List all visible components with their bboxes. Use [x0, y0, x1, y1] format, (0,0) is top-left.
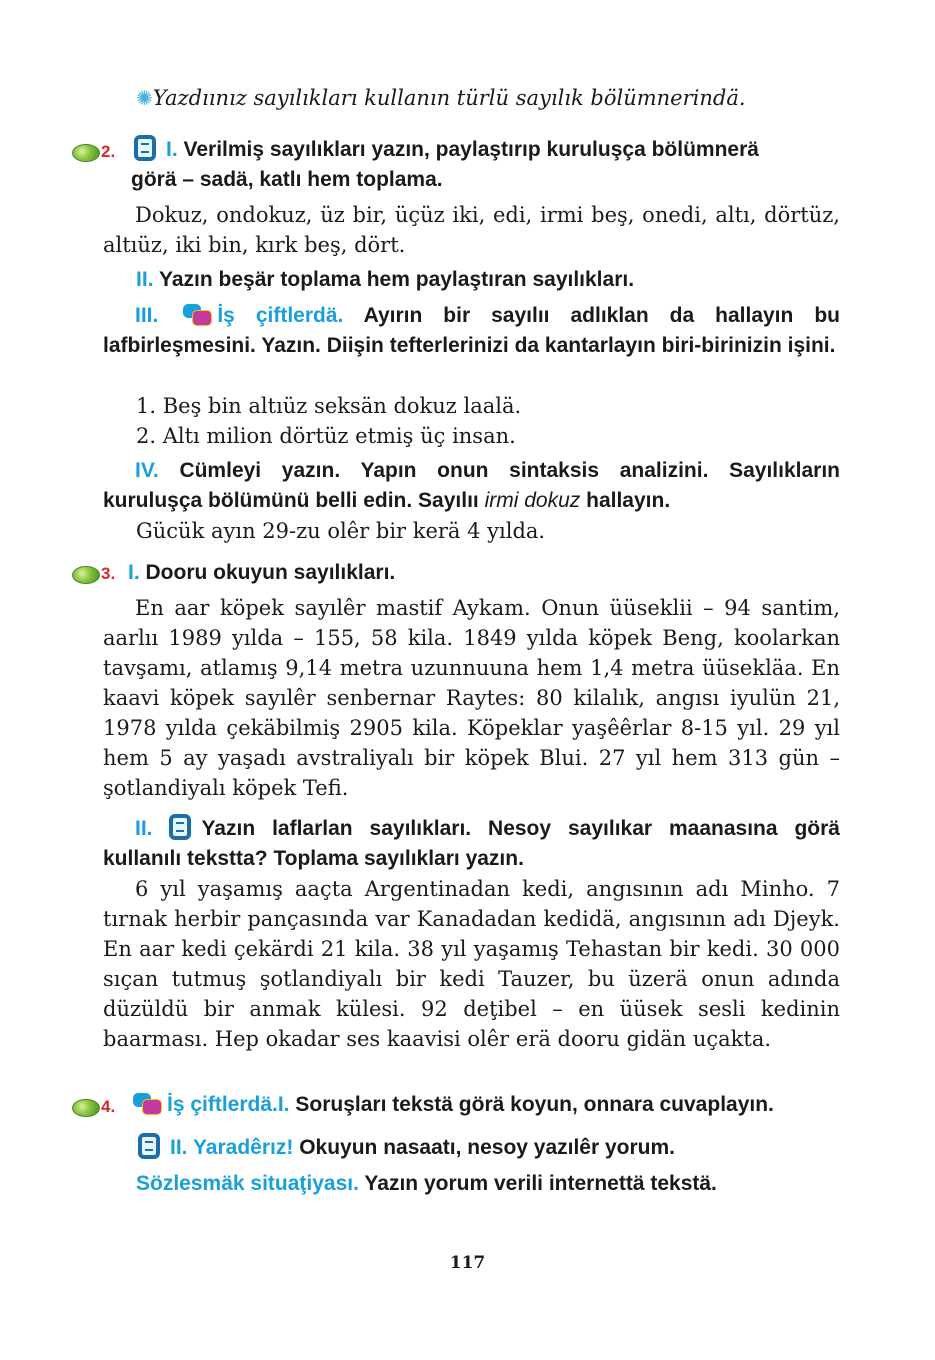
- ex2-part3: [103, 301, 840, 361]
- task-text: Ayırın bir sayılıı adlıklan da hallayın bu lafbirleşmesini. Yazın. Diişin tefterlerinizi da kantarlayın biri-birinizin işini.: [103, 304, 840, 357]
- part-label: IV.: [135, 459, 159, 482]
- ex3-paragraph2: 6 yıl yaşamış aaçta Argentinadan kedi, angısının adı Minho. 7 tırnak herbir pançasında var Kanadadan kedidä, angısının adı Djeyk. En aar kedi çekärdi 21 kila. 38 yıl yaşamış Tehastan bir kedi. 30 000 sıçan tutmuş şotlandiyalı bir kedi Tauzer, bu üzerä onun adında düzüldü bir anmak külesi. 92 deţibel – en üüsek sesli kedinin baarması. Hep okadar ses kaavisi olêr erä dooru gidän uçakta.: [103, 877, 840, 1051]
- pair-work-icon: [133, 1091, 161, 1115]
- part-label: II.: [136, 268, 154, 291]
- ex3-part2: [103, 814, 840, 874]
- task-text: Dooru okuyun sayılıkları.: [145, 561, 396, 584]
- pair-work-icon: [183, 302, 211, 326]
- ex4-part1: [129, 1090, 774, 1120]
- part-label: II.: [135, 817, 153, 840]
- task-text: Verilmiş sayılıkları yazın, paylaştırıp kuruluşça bölümnerä: [183, 138, 759, 161]
- task-text: Yazın beşär toplama hem paylaştıran sayılıkları.: [158, 268, 635, 291]
- exercise-4-marker: [72, 1092, 132, 1122]
- ex2-part1-line2: görä – sadä, katlı hem toplama.: [131, 168, 443, 191]
- ex2-part2: [136, 265, 634, 295]
- ex3-paragraph1: En aar köpek sayılêr mastif Aykam. Onun üüseklii – 94 santim, aarlıı 1989 yılda – 155, 58 kila. 1849 yılda köpek Beng, koolarkan tavşamı, atlamış 9,14 metra uzunnuuna hem 1,4 metra üüsekläa. En kaavi köpek sayılêr senbernar Raytes: 80 kilalık, angısı iyulün 21, 1978 yılda çekäbilmiş 2905 kila. Köpeklar yaşêêrlar 8-15 yıl. 29 yıl hem 5 ay yaşadı avstraliyalı bir köpek Blui. 27 yıl hem 313 gün – şotlandiyalı köpek Tefi.: [103, 596, 840, 800]
- notebook-icon: [138, 1133, 160, 1159]
- green-dot-icon: [72, 144, 100, 162]
- task-name: II. Yaradêrız!: [170, 1136, 294, 1159]
- exercise-number: 4.: [101, 1097, 116, 1116]
- exercise-number: 2.: [101, 142, 116, 161]
- ex2-item1: 1. Beş bin altıüz seksän dokuz laalä.: [136, 394, 522, 418]
- task-name: İş çiftlerdä.I.: [167, 1093, 290, 1116]
- green-dot-icon: [72, 1099, 100, 1117]
- exercise-number: 3.: [101, 564, 116, 583]
- ex4-part2: [138, 1133, 675, 1163]
- task-name: Sözlesmäk situaţiyası.: [136, 1172, 359, 1195]
- intro-text: Yazdıınız sayılıkları kullanın türlü sayılık bölümnerindä.: [152, 86, 746, 110]
- ex3-part1: [128, 558, 395, 588]
- ex2-part1-line1: [134, 135, 759, 165]
- green-dot-icon: [72, 566, 100, 584]
- task-text: Okuyun nasaatı, nesoy yazılêr yorum.: [299, 1136, 676, 1159]
- task-text-end: hallayın.: [586, 489, 671, 512]
- task-name: İş çiftlerdä.: [217, 304, 344, 327]
- part-label: I.: [128, 561, 140, 584]
- exercise-3-marker: [72, 559, 132, 589]
- task-emphasis: irmi dokuz: [484, 489, 581, 512]
- part-label: III.: [135, 304, 159, 327]
- notebook-icon: [169, 814, 191, 840]
- star-icon: ✺: [136, 86, 153, 110]
- part-label: I.: [166, 138, 178, 161]
- task-text: Yazın laflarlan sayılıkları. Nesoy sayılıkar maanasına görä kullanılı tekstta? Toplama sayılıkları yazın.: [103, 817, 840, 870]
- page-number: 117: [449, 1253, 486, 1273]
- intro-line: [136, 83, 746, 113]
- ex4-part3: [136, 1169, 717, 1199]
- task-text: Soruşları tekstä görä koyun, onnara cuvaplayın.: [295, 1093, 774, 1116]
- ex2-sentence: Gücük ayın 29-zu olêr bir kerä 4 yılda.: [136, 519, 546, 543]
- exercise-2-marker: [72, 137, 132, 167]
- ex2-part4: [103, 456, 840, 516]
- notebook-icon: [134, 135, 156, 161]
- task-text: Cümleyi yazın. Yapın onun sintaksis analizini. Sayılıkların kuruluşça bölümünü belli edin. Sayılıı: [103, 459, 840, 512]
- ex2-words: Dokuz, ondokuz, üz bir, üçüz iki, edi, irmi beş, onedi, altı, dörtüz, altıüz, iki bin, kırk beş, dört.: [103, 203, 840, 257]
- ex2-item2: 2. Altı milion dörtüz etmiş üç insan.: [136, 424, 516, 448]
- task-text: Yazın yorum verili internettä tekstä.: [364, 1172, 717, 1195]
